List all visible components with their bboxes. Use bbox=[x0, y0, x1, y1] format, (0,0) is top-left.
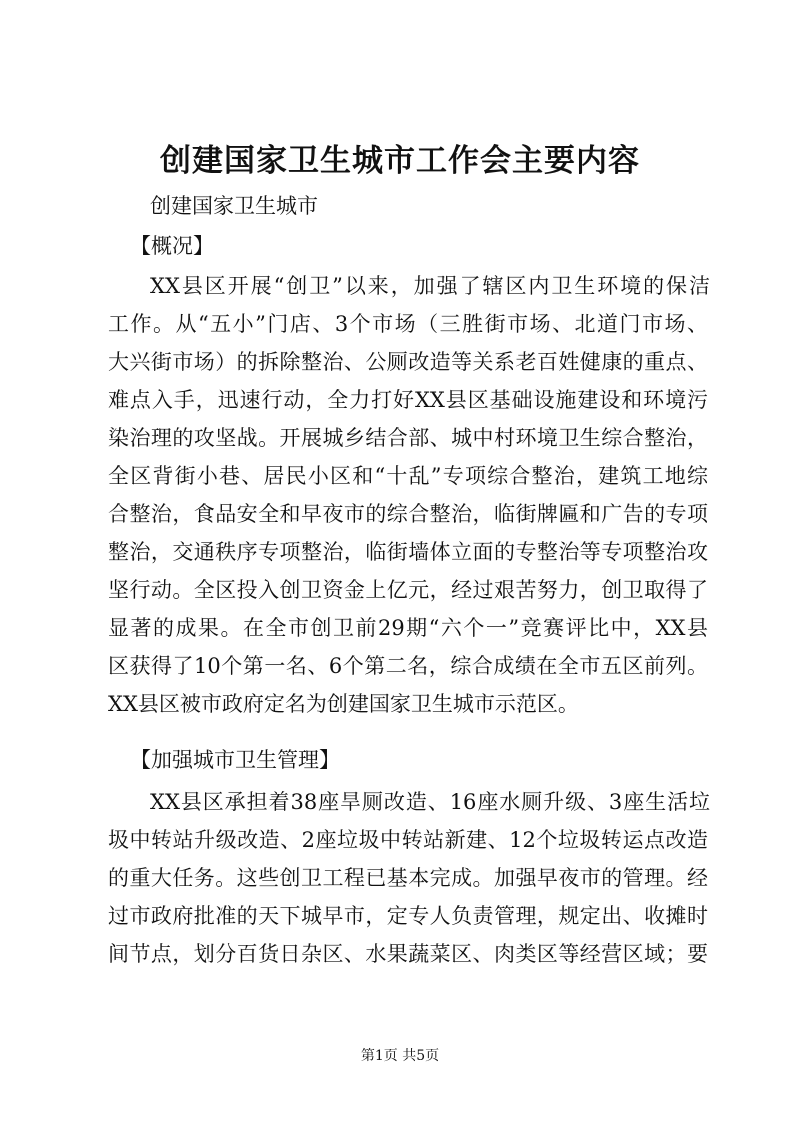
paragraph-line: 的重大任务。这些创卫工程已基本完成。加强早夜市的管理。经 bbox=[108, 866, 708, 890]
paragraph-line: XX县区被市政府定名为创建国家卫生城市示范区。 bbox=[108, 692, 579, 716]
paragraph-line: 整治，交通秩序专项整治，临街墙体立面的专整治等专项整治攻 bbox=[108, 540, 708, 564]
paragraph-line: 间节点，划分百货日杂区、水果蔬菜区、肉类区等经营区域；要 bbox=[108, 942, 708, 966]
paragraph-line: 过市政府批准的天下城早市，定专人负责管理，规定出、收摊时 bbox=[108, 904, 708, 928]
paragraph-line: 显著的成果。在全市创卫前29期“六个一”竞赛评比中，XX县 bbox=[108, 616, 708, 640]
section-heading-management: 【加强城市卫生管理】 bbox=[130, 748, 340, 772]
document-subtitle: 创建国家卫生城市 bbox=[150, 194, 318, 218]
paragraph-line: 全区背街小巷、居民小区和“十乱”专项综合整治，建筑工地综 bbox=[108, 464, 708, 488]
paragraph-line: 圾中转站升级改造、2座垃圾中转站新建、12个垃圾转运点改造 bbox=[108, 828, 708, 852]
document-title: 创建国家卫生城市工作会主要内容 bbox=[160, 143, 640, 179]
paragraph-line: XX县区承担着38座旱厕改造、16座水厕升级、3座生活垃 bbox=[150, 790, 710, 814]
paragraph-line: 难点入手，迅速行动，全力打好XX县区基础设施建设和环境污 bbox=[108, 388, 708, 412]
paragraph-line: 区获得了10个第一名、6个第二名，综合成绩在全市五区前列。 bbox=[108, 654, 708, 678]
page-footer: 第1页 共5页 bbox=[360, 1048, 440, 1064]
paragraph-line: 坚行动。全区投入创卫资金上亿元，经过艰苦努力，创卫取得了 bbox=[108, 578, 708, 602]
paragraph-line: 染治理的攻坚战。开展城乡结合部、城中村环境卫生综合整治， bbox=[108, 426, 708, 450]
section-heading-overview: 【概况】 bbox=[130, 234, 214, 258]
paragraph-line: XX县区开展“创卫”以来，加强了辖区内卫生环境的保洁 bbox=[150, 274, 710, 298]
paragraph-line: 合整治，食品安全和早夜市的综合整治，临街牌匾和广告的专项 bbox=[108, 502, 708, 526]
paragraph-line: 大兴街市场）的拆除整治、公厕改造等关系老百姓健康的重点、 bbox=[108, 350, 708, 374]
paragraph-line: 工作。从“五小”门店、3个市场（三胜街市场、北道门市场、 bbox=[108, 312, 708, 336]
